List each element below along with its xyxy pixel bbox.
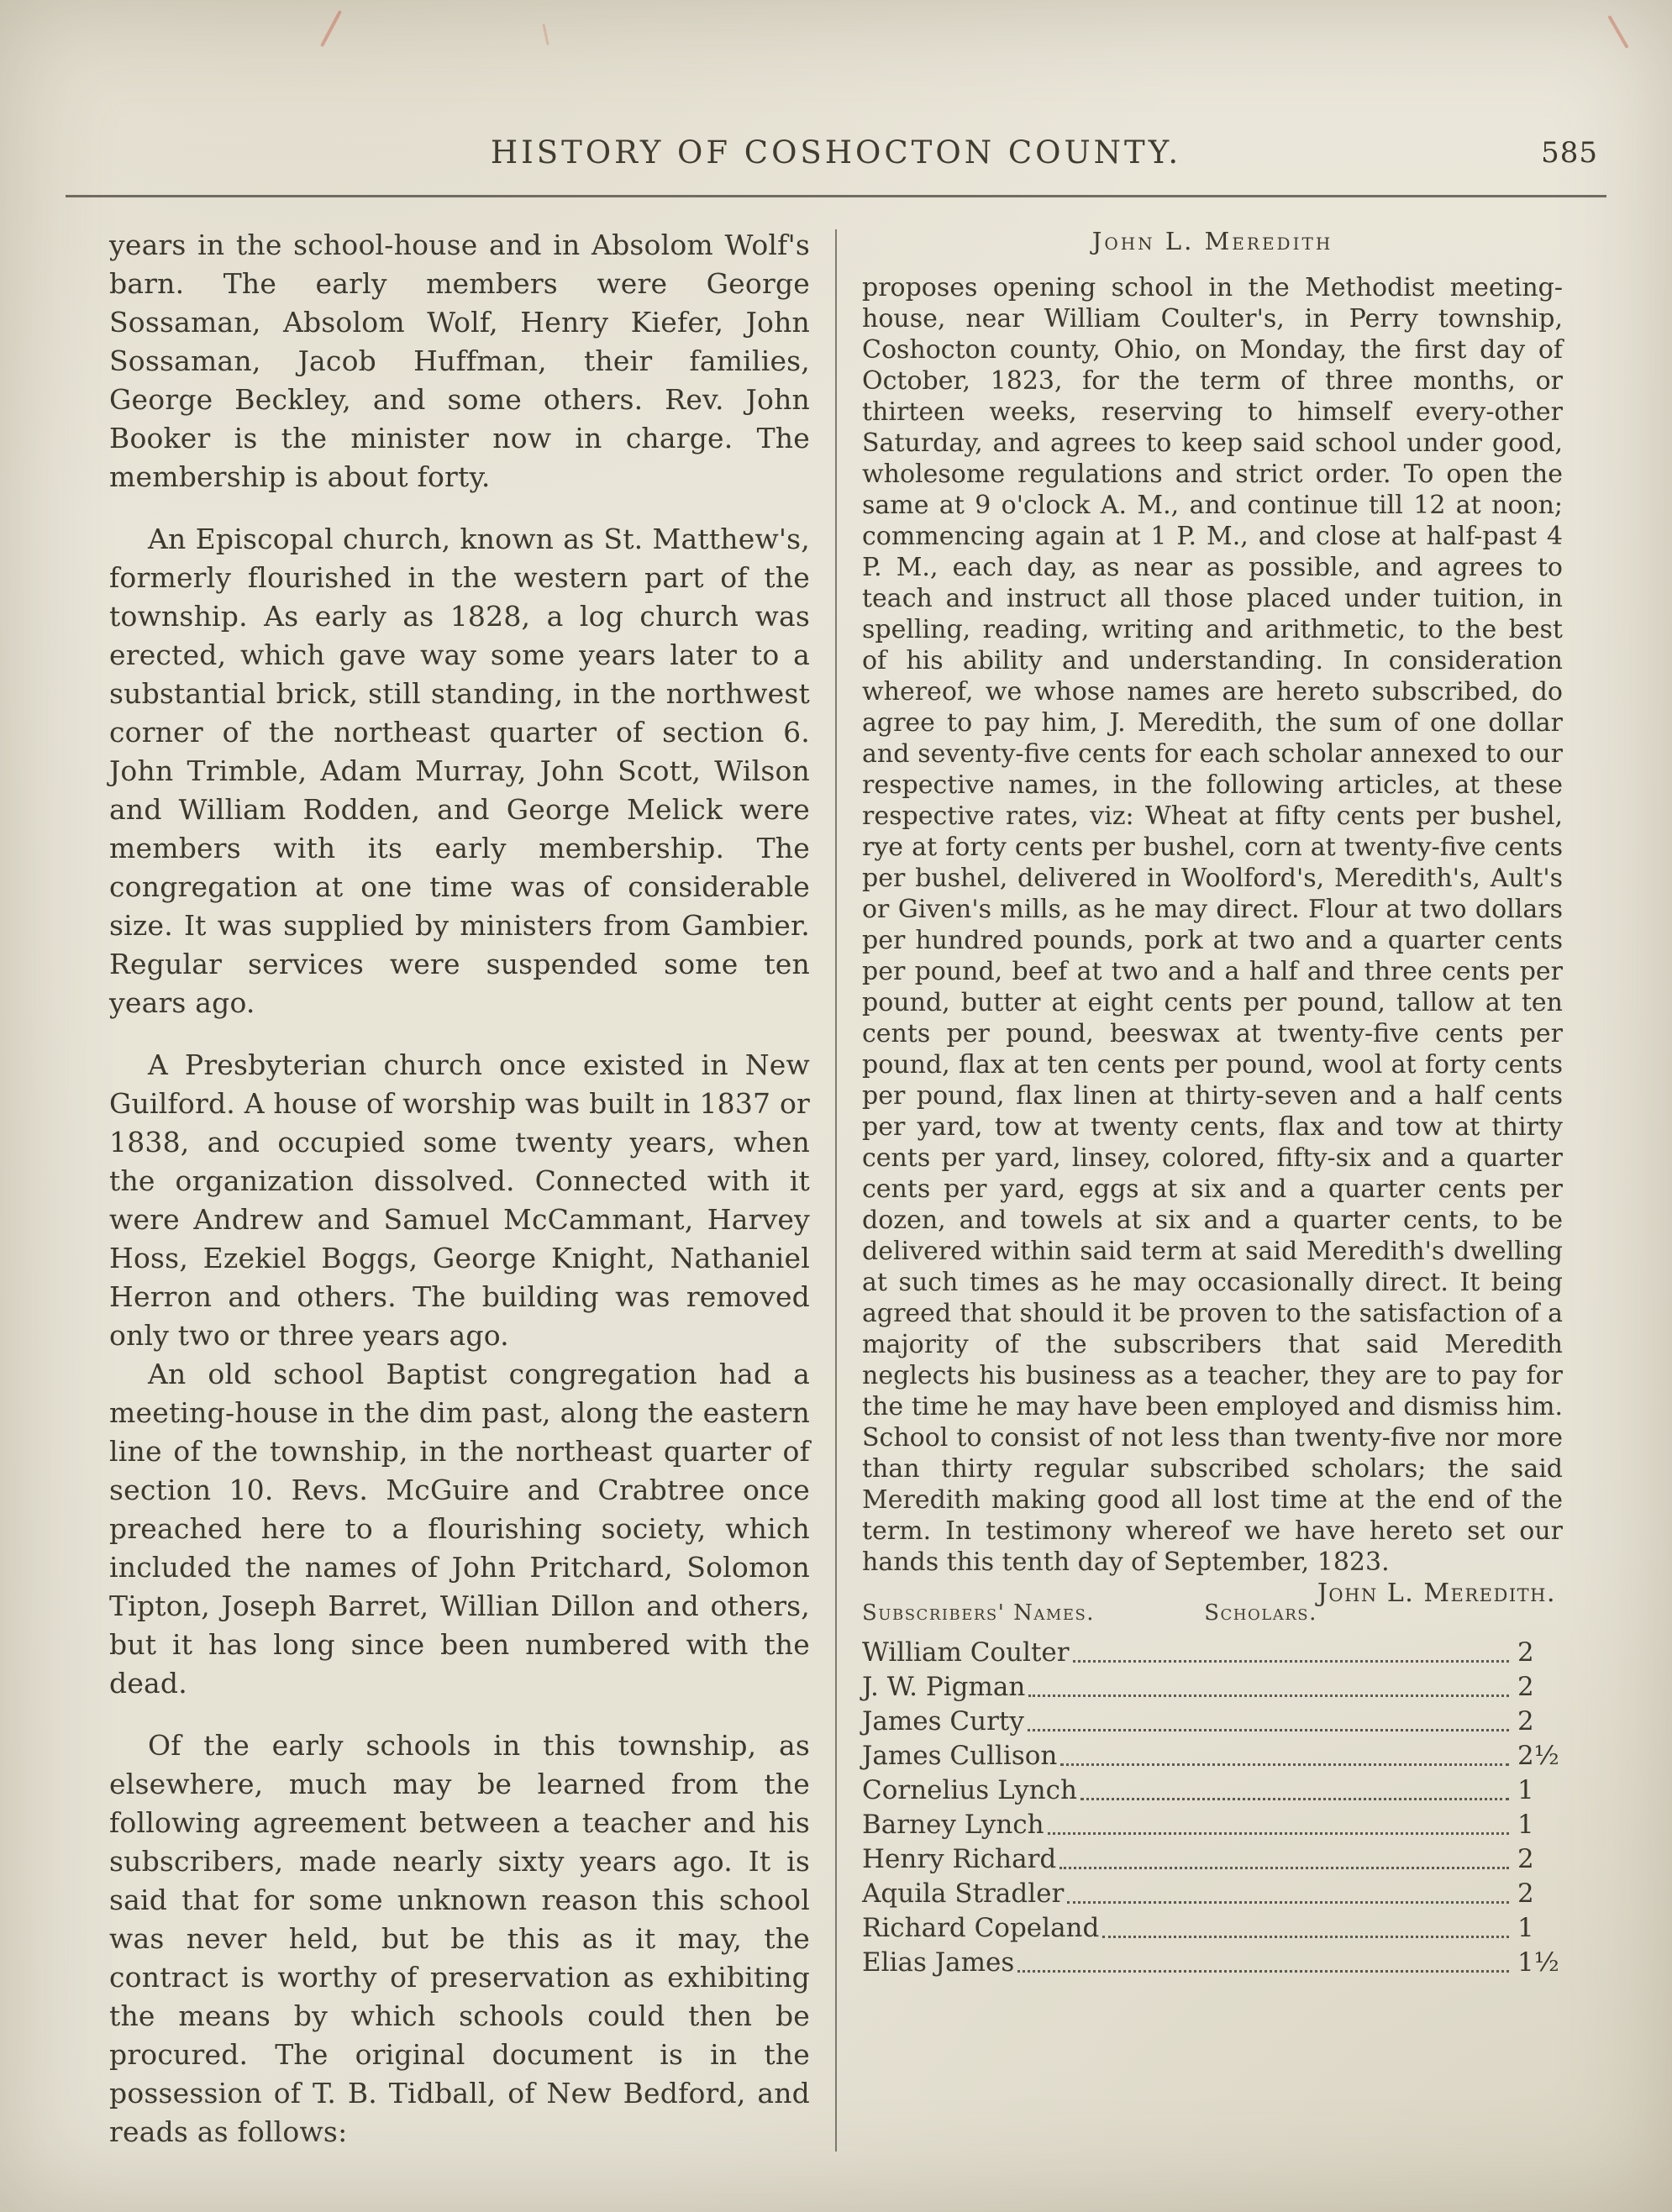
table-row bbox=[862, 1911, 1563, 1946]
scan-artifact bbox=[1607, 15, 1628, 49]
contract-text: proposes opening school in the Methodist meeting-house, near William Coulter's, in Perry township, Coshocton county, Ohio, on Monday, the first day of October, 1823, for the term of three months, or thirteen weeks, reserving to himself every-other Saturday, and agrees to keep said school under good, wholesome regulations and strict order. To open the same at 9 o'clock A. M., and continue till 12 at noon; commencing again at 1 P. M., and close at half-past 4 P. M., each day, as near as possible, and agrees to teach and instruct all those placed under tuition, in spelling, reading, writing and arithmetic, to the best of his ability and understanding. In consideration whereof, we whose names are hereto subscribed, do agree to pay him, J. Meredith, the sum of one dollar and seventy-five cents for each scholar annexed to our respective names, in the following articles, at these respective rates, viz: Wheat at fifty cents per bushel, rye at forty cents per bushel, corn at twenty-five cents per bushel, delivered in Woolford's, Meredith's, Ault's or Given's mills, as he may direct. Flour at two dollars per hundred pounds, pork at two and a quarter cents per pound, beef at two and a half and three cents per pound, butter at eight cents per pound, tallow at ten cents per pound, beeswax at twenty-five cents per pound, flax at ten cents per pound, wool at forty cents per pound, flax linen at thirty-seven and a half cents per yard, tow at twenty cents, flax and tow at thirty cents per yard, linsey, colored, fifty-six and a quarter cents per yard, eggs at six and a quarter cents per dozen, and towels at six and a quarter cents, to be delivered within said term at said Meredith's dwelling at such times as he may occasionally direct. It being agreed that should it be proven to the satisfaction of a majority of the subscribers that said Meredith neglects his business as a teacher, they are to pay for the time he may have been employed and dismiss him. School to consist of not less than twenty-five nor more than thirty regular subscribed scholars; the said Meredith making good all lost time at the end of the term. In testimony whereof we have hereto set our hands this tenth day of September, 1823. bbox=[862, 273, 1563, 1577]
scholar-count: 2 bbox=[1517, 1878, 1534, 1909]
subscriber-name: James Cullison bbox=[862, 1741, 1058, 1771]
dotted-leader bbox=[1048, 1832, 1509, 1835]
dotted-leader bbox=[1080, 1798, 1509, 1800]
dotted-leader bbox=[1028, 1729, 1509, 1731]
scholar-count: 1½ bbox=[1517, 1947, 1559, 1978]
paragraph-church-members: years in the school-house and in Absolom Wolf's barn. The early members were George Sossaman, Absolom Wolf, Henry Kiefer, John Sossaman, Jacob Huffman, their families, George Beckley, and some others. Rev. John Booker is the minister now in charge. The membership is about forty. bbox=[109, 229, 810, 493]
table-row bbox=[862, 1842, 1563, 1877]
scholar-count: 2 bbox=[1517, 1637, 1534, 1668]
section-heading: John L. Meredith bbox=[1091, 227, 1333, 255]
table-row bbox=[862, 1773, 1563, 1808]
scholar-count: 2 bbox=[1517, 1844, 1534, 1874]
header-rule bbox=[66, 195, 1606, 197]
signature: John L. Meredith. bbox=[1317, 1579, 1556, 1608]
paragraph-early-schools: Of the early schools in this township, as elsewhere, much may be learned from the following agreement between a teacher and his subscribers, made nearly sixty years ago. It is said that for some unknown reason this school was never held, but be this as it may, the contract is worthy of preservation as exhibiting the means by which schools could then be procured. The original document is in the possession of T. B. Tidball, of New Bedford, and reads as follows: bbox=[109, 1729, 810, 2148]
subscriber-name: Henry Richard bbox=[862, 1844, 1057, 1874]
paragraph-baptist-congregation: An old school Baptist congregation had a meeting-house in the dim past, along the eastern line of the township, in the northeast quarter of section 10. Revs. McGuire and Crabtree once preached here to a flourishing society, which included the names of John Pritchard, Solomon Tipton, Joseph Barret, Willian Dillon and others, but it has long since been numbered with the dead. bbox=[109, 1358, 810, 1700]
paragraph-presbyterian-church: A Presbyterian church once existed in New Guilford. A house of worship was built in 1837 or 1838, and occupied some twenty years, when the organization dissolved. Connected with it were Andrew and Samuel McCammant, Harvey Hoss, Ezekiel Boggs, George Knight, Nathaniel Herron and others. The building was removed only two or three years ago. bbox=[109, 1048, 810, 1352]
column-divider bbox=[835, 229, 837, 2152]
scholar-count: 1 bbox=[1517, 1810, 1534, 1840]
scholar-count: 2 bbox=[1517, 1706, 1534, 1736]
page-header bbox=[109, 134, 1598, 175]
dotted-leader bbox=[1017, 1970, 1509, 1973]
page-title: HISTORY OF COSHOCTON COUNTY. bbox=[490, 134, 1182, 171]
scholar-count: 1 bbox=[1517, 1775, 1534, 1805]
table-row bbox=[862, 1946, 1563, 1980]
subscriber-name: Richard Copeland bbox=[862, 1913, 1100, 1943]
dotted-leader bbox=[1102, 1936, 1509, 1938]
table-header-row bbox=[862, 1598, 1317, 1629]
subscriber-name: Elias James bbox=[862, 1947, 1015, 1978]
contract-paragraph bbox=[862, 272, 1563, 1608]
dotted-leader bbox=[1028, 1694, 1509, 1697]
subscriber-name: James Curty bbox=[862, 1706, 1024, 1736]
scholar-count: 2½ bbox=[1517, 1741, 1559, 1771]
dotted-leader bbox=[1060, 1763, 1509, 1766]
text-columns bbox=[109, 226, 1563, 2152]
table-row bbox=[862, 1636, 1563, 1670]
dotted-leader bbox=[1073, 1660, 1509, 1663]
paragraph-episcopal-church: An Episcopal church, known as St. Matthew's, formerly flourished in the western part of the township. As early as 1828, a log church was erected, which gave way some years later to a substantial brick, still standing, in the northwest corner of the northeast quarter of section 6. John Trimble, Adam Murray, John Scott, Wilson and William Rodden, and George Melick were members with its early membership. The congregation at one time was of considerable size. It was supplied by ministers from Gambier. Regular services were suspended some ten years ago. bbox=[109, 523, 810, 1019]
table-row bbox=[862, 1705, 1563, 1739]
scan-artifact bbox=[320, 10, 342, 47]
subscriber-name: J. W. Pigman bbox=[862, 1672, 1026, 1702]
subscriber-name: Aquila Stradler bbox=[862, 1878, 1065, 1909]
table-row bbox=[862, 1808, 1563, 1842]
page-number: 585 bbox=[1541, 136, 1598, 170]
subscriber-name: Cornelius Lynch bbox=[862, 1775, 1077, 1805]
dotted-leader bbox=[1067, 1901, 1509, 1904]
table-row bbox=[862, 1877, 1563, 1911]
scholars-column-header: Scholars. bbox=[1204, 1600, 1317, 1626]
names-column-header: Subscribers' Names. bbox=[862, 1600, 1096, 1626]
subscriber-name: William Coulter bbox=[862, 1637, 1070, 1668]
right-column bbox=[862, 226, 1563, 2152]
left-column bbox=[109, 226, 810, 2152]
table-row bbox=[862, 1739, 1563, 1773]
subscribers-table bbox=[862, 1598, 1563, 1980]
dotted-leader bbox=[1059, 1867, 1509, 1869]
scholar-count: 1 bbox=[1517, 1913, 1534, 1943]
subscriber-name: Barney Lynch bbox=[862, 1810, 1044, 1840]
scholar-count: 2 bbox=[1517, 1672, 1534, 1702]
scan-artifact bbox=[542, 24, 549, 45]
table-row bbox=[862, 1670, 1563, 1705]
